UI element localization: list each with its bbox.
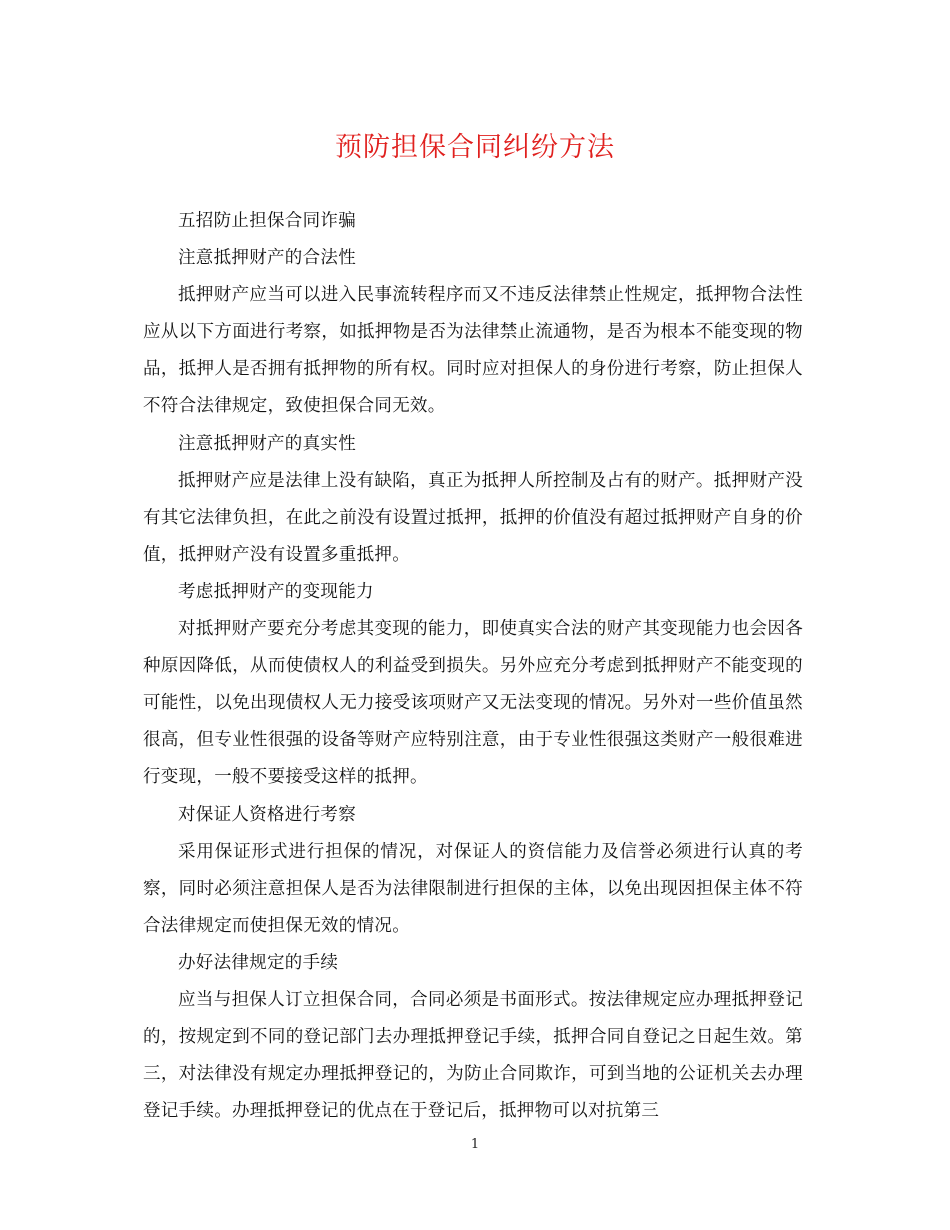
section-heading: 注意抵押财产的合法性	[178, 248, 356, 269]
section-heading: 五招防止担保合同诈骗	[178, 211, 356, 231]
body-paragraph: 采用保证形式进行担保的情况，对保证人的资信能力及信誉必须进行认真的考察，同时必须注意担保人是否为法律限制进行担保的主体，以免出现因担保主体不符合法律规定而使担保无效的情况。	[143, 841, 803, 936]
document-body	[143, 203, 803, 1130]
document-title: 预防担保合同纠纷方法	[335, 132, 615, 163]
body-paragraph: 应当与担保人订立担保合同，合同必须是书面形式。按法律规定应办理抵押登记的，按规定到不同的登记部门去办理抵押登记手续，抵押合同自登记之日起生效。第三，对法律没有规定办理抵押登记的，为防止合同欺诈，可到当地的公证机关去办理登记手续。办理抵押登记的优点在于登记后，抵押物可以对抗第三	[143, 989, 803, 1122]
section-heading: 注意抵押财产的真实性	[178, 433, 356, 454]
section-heading: 考虑抵押财产的变现能力	[178, 581, 374, 602]
body-paragraph: 抵押财产应当可以进入民事流转程序而又不违反法律禁止性规定，抵押物合法性应从以下方面进行考察，如抵押物是否为法律禁止流通物，是否为根本不能变现的物品，抵押人是否拥有抵押物的所有权。同时应对担保人的身份进行考察，防止担保人不符合法律规定，致使担保合同无效。	[143, 285, 803, 417]
body-paragraph: 抵押财产应是法律上没有缺陷，真正为抵押人所控制及占有的财产。抵押财产没有其它法律负担，在此之前没有设置过抵押，抵押的价值没有超过抵押财产自身的价值，抵押财产没有设置多重抵押。	[143, 470, 803, 565]
section-heading: 对保证人资格进行考察	[178, 804, 356, 825]
page-number: 1	[470, 1137, 480, 1152]
section-heading: 办好法律规定的手续	[178, 952, 339, 973]
body-paragraph: 对抵押财产要充分考虑其变现的能力，即使真实合法的财产其变现能力也会因各种原因降低，从而使债权人的利益受到损失。另外应充分考虑到抵押财产不能变现的可能性，以免出现债权人无力接受该项财产又无法变现的情况。另外对一些价值虽然很高，但专业性很强的设备等财产应特别注意，由于专业性很强这类财产一般很难进行变现，一般不要接受这样的抵押。	[143, 619, 803, 788]
